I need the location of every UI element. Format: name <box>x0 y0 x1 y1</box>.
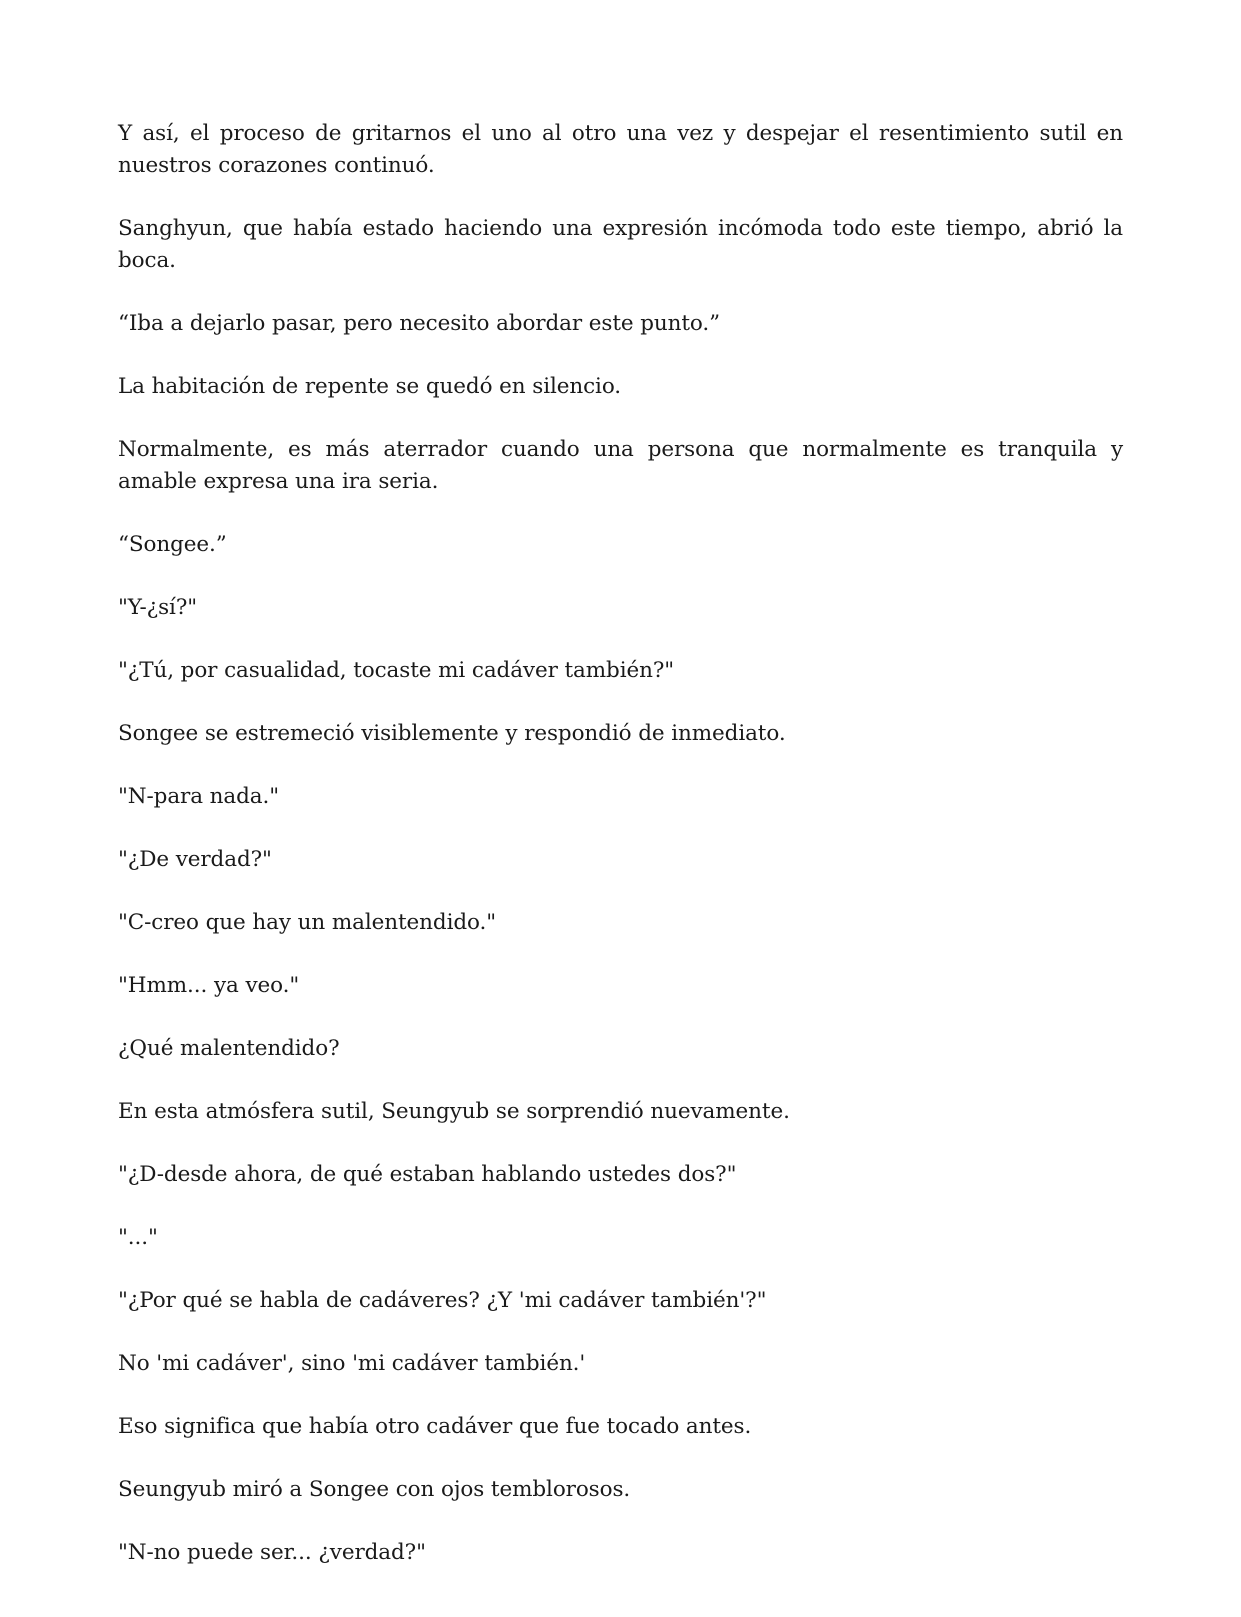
paragraph: "N-para nada." <box>118 784 280 809</box>
paragraph: En esta atmósfera sutil, Seungyub se sorprendió nuevamente. <box>118 1099 790 1124</box>
paragraph: "¿D-desde ahora, de qué estaban hablando ustedes dos?" <box>118 1162 737 1187</box>
paragraph: "Y-¿sí?" <box>118 595 198 620</box>
paragraph: "¿Por qué se habla de cadáveres? ¿Y 'mi cadáver también'?" <box>118 1288 767 1313</box>
paragraph: "N-no puede ser... ¿verdad?" <box>118 1540 426 1565</box>
paragraph: La habitación de repente se quedó en silencio. <box>118 374 622 399</box>
paragraph: "Hmm... ya veo." <box>118 973 300 998</box>
paragraph: "C-creo que hay un malentendido." <box>118 910 497 935</box>
paragraph: "..." <box>118 1225 158 1250</box>
paragraph: “Songee.” <box>118 532 227 557</box>
paragraph: No 'mi cadáver', sino 'mi cadáver también.' <box>118 1351 586 1376</box>
paragraph: Sanghyun, que había estado haciendo una expresión incómoda todo este tiempo, abrió la boca. <box>118 216 1123 273</box>
paragraph: “Iba a dejarlo pasar, pero necesito abordar este punto.” <box>118 311 721 336</box>
paragraph: ¿Qué malentendido? <box>118 1036 340 1061</box>
paragraph: Y así, el proceso de gritarnos el uno al otro una vez y despejar el resentimiento sutil en nuestros corazones continuó. <box>118 121 1123 178</box>
paragraph: "¿De verdad?" <box>118 847 272 872</box>
paragraph: Songee se estremeció visiblemente y respondió de inmediato. <box>118 721 786 746</box>
paragraph: Eso significa que había otro cadáver que fue tocado antes. <box>118 1414 752 1439</box>
paragraph: Seungyub miró a Songee con ojos temblorosos. <box>118 1477 631 1502</box>
paragraph: Normalmente, es más aterrador cuando una persona que normalmente es tranquila y amable expresa una ira seria. <box>118 437 1123 494</box>
paragraph: "¿Tú, por casualidad, tocaste mi cadáver también?" <box>118 658 675 683</box>
